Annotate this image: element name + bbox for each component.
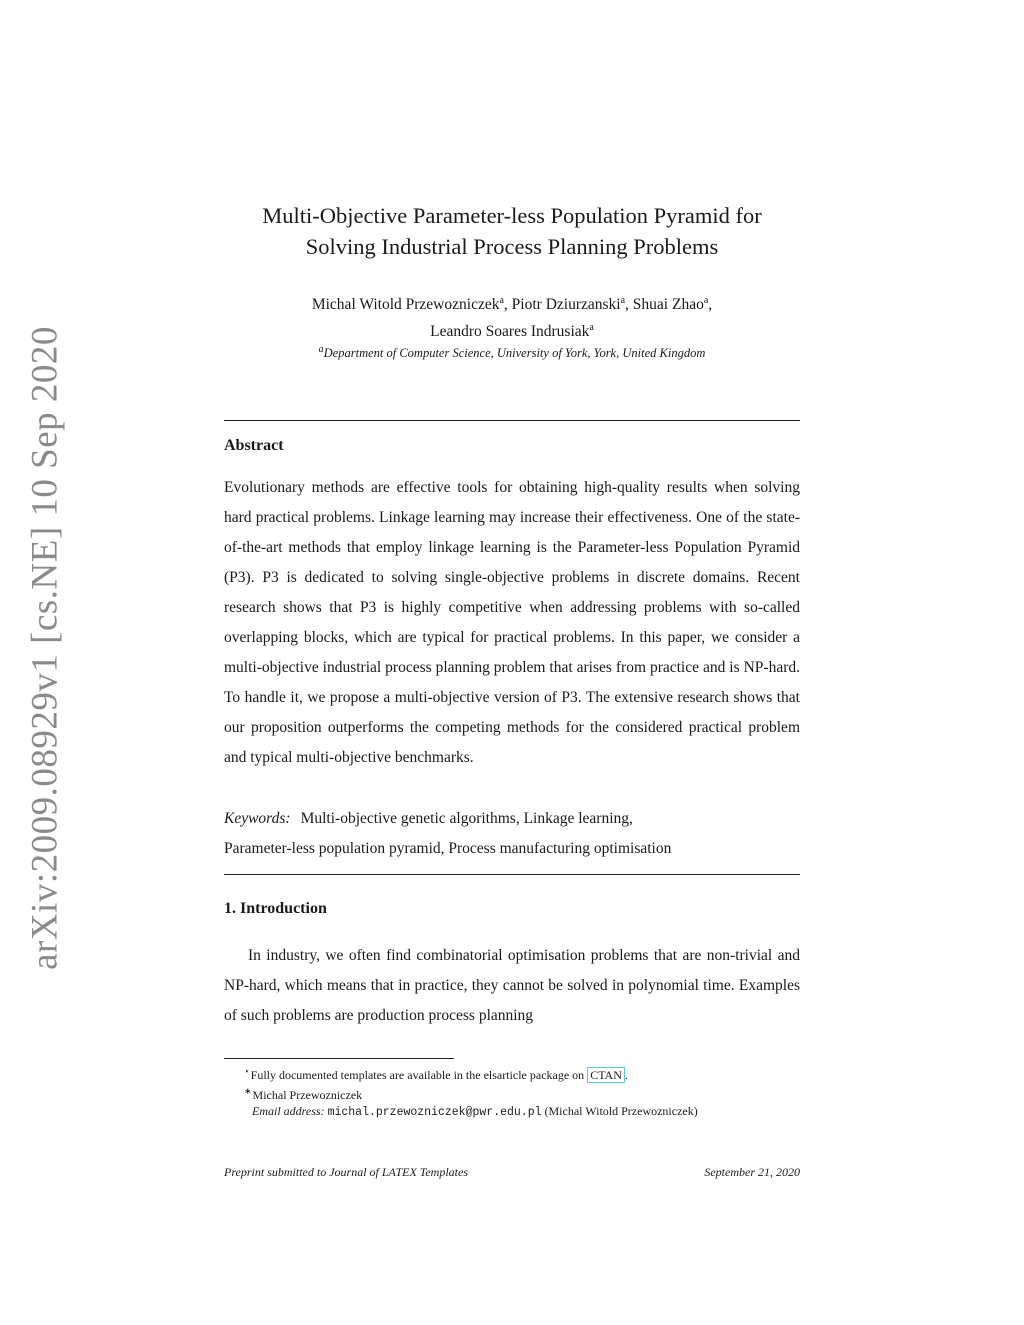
author-2-affil-mark: a (620, 295, 626, 306)
email-line (244, 1103, 804, 1121)
footnote-rule (224, 1058, 454, 1059)
author-4: Leandro Soares Indrusiak (430, 323, 590, 341)
abstract-body: Evolutionary methods are effective tools for obtaining high-quality results when solving hard practical problems. Linkage learning may increase their effectiveness. One of the state-of-the-art methods that employ linkage learning is the Parameter-less Population Pyramid (P3). P3 is dedicated to solving single-objective problems in discrete domains. Recent research shows that P3 is highly competitive when addressing problems with so-called overlapping blocks, which are typical for practical problems. In this paper, we consider a multi-objective industrial process planning problem that arises from practice and is NP-hard. To handle it, we propose a multi-objective version of P3. The extensive research shows that our proposition outperforms the competing methods for the considered practical problem and typical multi-objective benchmarks. (224, 479, 800, 766)
author-4-affil-mark: a (589, 322, 594, 334)
footnotes (244, 1063, 804, 1121)
footnote-1 (244, 1063, 804, 1083)
ctan-link[interactable]: CTAN (587, 1067, 625, 1083)
author-2: Piotr Dziurzanski (511, 296, 621, 314)
footer-journal: Preprint submitted to Journal of LATEX Templates (224, 1165, 469, 1179)
abstract-heading: Abstract (224, 437, 284, 454)
title-line-1: Multi-Objective Parameter-less Population Pyramid for (262, 203, 762, 228)
paper-title (224, 200, 800, 262)
author-3-affil-mark: a (703, 295, 709, 306)
abstract-bottom-rule (224, 874, 800, 875)
author-separator: , (625, 296, 633, 314)
author-list: Michal Witold Przewozniczek$^a$, Piotr Dziurzanski$^a$, Shuai Zhao$^a$, Leandro Soares Indrusiak$^a$ (311, 295, 713, 341)
author-separator: , (503, 296, 512, 314)
email-label: Email address: (252, 1104, 325, 1118)
abstract-top-rule (224, 420, 800, 421)
footnote-2-text: Michal Przewozniczek (252, 1088, 363, 1102)
footnote-1-end: . (624, 1068, 628, 1082)
section-heading-introduction: 1. Introduction (224, 900, 327, 917)
footer-date: September 21, 2020 (704, 1165, 800, 1179)
affiliation-mark: a (318, 344, 324, 355)
keywords (224, 804, 800, 864)
email-owner: (Michal Witold Przewozniczek) (544, 1104, 698, 1118)
affiliation (224, 344, 800, 361)
keywords-line-1: Multi-objective genetic algorithms, Linkage learning, (300, 810, 633, 827)
title-line-2: Solving Industrial Process Planning Problems (305, 234, 719, 259)
author-3: Shuai Zhao (632, 296, 704, 314)
arxiv-identifier-stamp: arXiv:2009.08929v1 [cs.NE] 10 Sep 2020 (24, 326, 66, 970)
keywords-label: Keywords: (224, 810, 291, 827)
keywords-line-2: Parameter-less population pyramid, Process manufacturing optimisation (224, 840, 672, 857)
footnote-2-mark: ∗ (244, 1086, 252, 1096)
introduction-body: In industry, we often find combinatorial optimisation problems that are non-trivial and NP-hard, which means that in practice, they cannot be solved in polynomial time. Examples of such problems are production process planning (224, 947, 800, 1024)
footnote-1-text: Fully documented templates are available in the elsarticle package on (250, 1068, 585, 1082)
footnote-1-mark: ⋆ (244, 1066, 250, 1076)
author-1: Michal Witold Przewozniczek (311, 296, 500, 314)
email-address[interactable]: michal.przewozniczek@pwr.edu.pl (327, 1106, 542, 1119)
footnote-2 (244, 1083, 804, 1103)
page-footer (224, 1165, 800, 1180)
author-1-affil-mark: a (499, 295, 504, 306)
affiliation-text: Department of Computer Science, University of York, York, United Kingdom (323, 346, 706, 361)
